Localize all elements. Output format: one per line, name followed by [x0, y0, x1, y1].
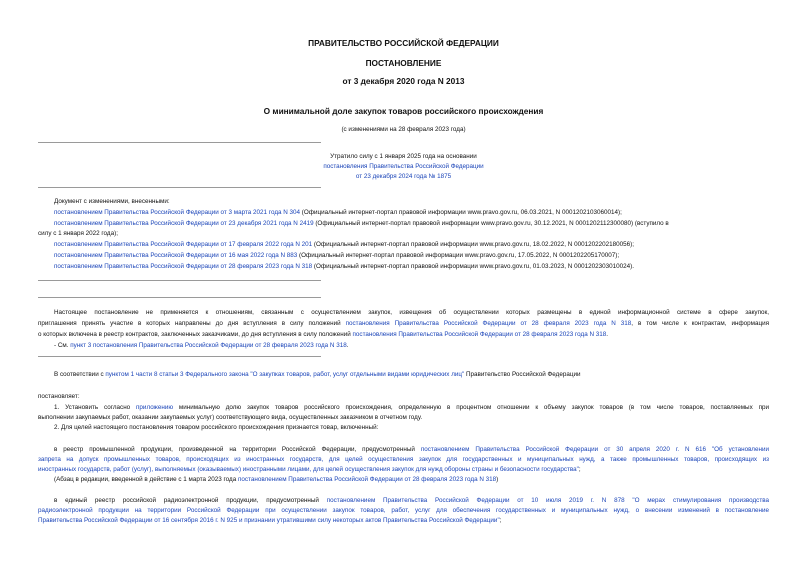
- amending-decree-link[interactable]: постановления Правительства Российской Федерации от 28 февраля 2023 года N 318: [352, 331, 607, 338]
- decree-616-link[interactable]: запрета на допуск промышленных товаров, происходящих из иностранных государств, для целей осуществления закупок для государственных и муниципальных нужд, а также промышленных товаров, происходящих из: [38, 456, 769, 463]
- document-type: ПОСТАНОВЛЕНИЕ: [365, 58, 442, 68]
- amendment-link[interactable]: постановлением Правительства Российской Федерации от 3 марта 2021 года N 304: [54, 208, 301, 216]
- amending-decree-link[interactable]: постановлением Правительства Российской Федерации от 28 февраля 2023 года N 318: [237, 476, 497, 483]
- see-also-note: - См. пункт 3 постановления Правительства Российской Федерации от 28 февраля 2023 года N 318.: [54, 342, 349, 349]
- amendment-item: постановлением Правительства Российской Федерации от 28 февраля 2023 года N 318 (Официальный интернет-портал правовой информации www.pravo.gov.ru, 01.03.2023, N 0001202303010024).: [54, 263, 634, 270]
- register-1-line: в реестр промышленной продукции, произведенной на территории Российской Федерации, предусмотренный постановлением Правительства Российской Федерации от 30 апреля 2020 г. N 616 "Об установлении: [54, 446, 769, 453]
- divider-line: [38, 142, 321, 143]
- expired-notice-line: Утратило силу с 1 января 2025 года на основании: [330, 153, 477, 160]
- document-date-number: от 3 декабря 2020 года N 2013: [342, 76, 465, 86]
- decree-616-link[interactable]: иностранных государств, работ (услуг), выполняемых (оказываемых) иностранными лицами, для целей осуществления закупок для нужд обороны страны и безопасности государства": [38, 466, 579, 473]
- amendment-link[interactable]: постановлением Правительства Российской Федерации от 23 декабря 2021 года N 2419: [54, 219, 314, 227]
- amendment-item: постановлением Правительства Российской Федерации от 23 декабря 2021 года N 2419 (Официальный интернет-портал правовой информации www.pravo.gov.ru, 30.12.2021, N 0001202112300080) (вступило в: [54, 219, 669, 227]
- expired-decree-link[interactable]: постановления Правительства Российской Федерации: [323, 163, 484, 170]
- see-also-link[interactable]: пункт 3 постановления Правительства Российской Федерации от 28 февраля 2023 года N 318: [70, 342, 347, 349]
- divider-line: [38, 187, 321, 188]
- amendment-link[interactable]: постановлением Правительства Российской Федерации от 28 февраля 2023 года N 318: [54, 263, 313, 270]
- applicability-note-line: Настоящее постановление не применяется к отношениям, связанным с осуществлением закупок, извещения об осуществлении которых размещены в единой информационной системе в сфере закупок,: [54, 309, 769, 316]
- decree-878-link[interactable]: постановлением Правительства Российской Федерации от 10 июля 2019 г. N 878 "О мерах стимулирования производства: [326, 497, 769, 504]
- preamble: В соответствии с пунктом 1 части 8 статьи 3 Федерального закона "О закупках товаров, работ, услуг отдельными видами юридических лиц" Правительство Российской Федерации: [54, 371, 581, 378]
- expired-decree-date-link[interactable]: от 23 декабря 2024 года № 1875: [355, 173, 452, 180]
- register-2-line: Правительства Российской Федерации от 16 сентября 2016 г. N 925 и признании утратившими силу некоторых актов Правительства Российской Федерации";: [38, 517, 502, 524]
- amendment-item: постановлением Правительства Российской Федерации от 17 февраля 2022 года N 201 (Официальный интернет-портал правовой информации www.pravo.gov.ru, 18.02.2022, N 0001202202180056);: [54, 241, 634, 248]
- decree-616-link[interactable]: постановлением Правительства Российской Федерации от 30 апреля 2020 г. N 616 "Об установлении: [420, 446, 769, 453]
- amendment-item-continuation: силу с 1 января 2022 года);: [38, 230, 118, 237]
- document-title: О минимальной доле закупок товаров российского происхождения: [263, 106, 544, 116]
- amendment-item: постановлением Правительства Российской Федерации от 3 марта 2021 года N 304 (Официальный интернет-портал правовой информации www.pravo.gov.ru, 06.03.2021, N 0001202103060014);: [54, 208, 622, 216]
- paragraph-1-line: выполнении закупаемых работ, оказании закупаемых услуг) соответствующего вида, осуществленных заказчиком в отчетном году.: [38, 414, 423, 421]
- government-heading: ПРАВИТЕЛЬСТВО РОССИЙСКОЙ ФЕДЕРАЦИИ: [308, 38, 499, 48]
- paragraph-1-line: 1. Установить согласно приложению минимальную долю закупок товаров российского происхождения, определенную в процентном отношении к объему закупок товаров (в том числе товаров, поставляемых при: [54, 404, 769, 411]
- register-1-line: иностранных государств, работ (услуг), выполняемых (оказываемых) иностранными лицами, для целей осуществления закупок для нужд обороны страны и безопасности государства";: [38, 466, 581, 473]
- divider-line: [38, 280, 321, 281]
- applicability-note-line: приглашения принять участие в которых направлены до дня вступления в силу положений постановления Правительства Российской Федерации от 28 февраля 2023 года N 318, в том числе к контрактам, информация: [38, 320, 769, 327]
- decree-878-link[interactable]: радиоэлектронной продукции на территории Российской Федерации при осуществлении закупок товаров, работ, услуг для обеспечения государственных и муниципальных нужд, о внесении изменений в постановление: [38, 507, 769, 514]
- applicability-note-line: о которых включена в реестр контрактов, заключенных заказчиками, до дня вступления в силу положений постановления Правительства Российской Федерации от 28 февраля 2023 года N 318.: [38, 331, 609, 338]
- annex-link[interactable]: приложению: [136, 404, 174, 411]
- amendment-link[interactable]: постановлением Правительства Российской Федерации от 17 февраля 2022 года N 201: [54, 241, 313, 248]
- amending-decree-link[interactable]: постановления Правительства Российской Федерации от 28 февраля 2023 года N 318: [345, 320, 632, 327]
- amendments-intro: Документ с изменениями, внесенными:: [54, 198, 170, 205]
- revision-note: (с изменениями на 28 февраля 2023 года): [341, 126, 466, 133]
- divider-line: [38, 297, 321, 298]
- decrees-word: постановляет:: [38, 393, 80, 400]
- paragraph-2: 2. Для целей настоящего постановления товаром российского происхождения признается товар, включенный:: [54, 424, 379, 431]
- divider-line: [38, 356, 321, 357]
- federal-law-link[interactable]: пунктом 1 части 8 статьи 3 Федерального закона "О закупках товаров, работ, услуг отдельными видами юридических лиц": [105, 371, 465, 378]
- edition-note: (Абзац в редакции, введенной в действие с 1 марта 2023 года постановлением Правительства Российской Федерации от 28 февраля 2023 года N 318): [54, 476, 499, 483]
- register-2-line: в единый реестр российской радиоэлектронной продукции, предусмотренный постановлением Правительства Российской Федерации от 10 июля 2019 г. N 878 "О мерах стимулирования производства: [54, 497, 769, 504]
- amendment-link[interactable]: постановлением Правительства Российской Федерации от 16 мая 2022 года N 883: [54, 252, 298, 259]
- decree-878-link[interactable]: Правительства Российской Федерации от 16 сентября 2016 г. N 925 и признании утратившими силу некоторых актов Правительства Российской Федерации": [38, 517, 500, 524]
- amendment-item: постановлением Правительства Российской Федерации от 16 мая 2022 года N 883 (Официальный интернет-портал правовой информации www.pravo.gov.ru, 17.05.2022, N 0001202205170007);: [54, 252, 620, 259]
